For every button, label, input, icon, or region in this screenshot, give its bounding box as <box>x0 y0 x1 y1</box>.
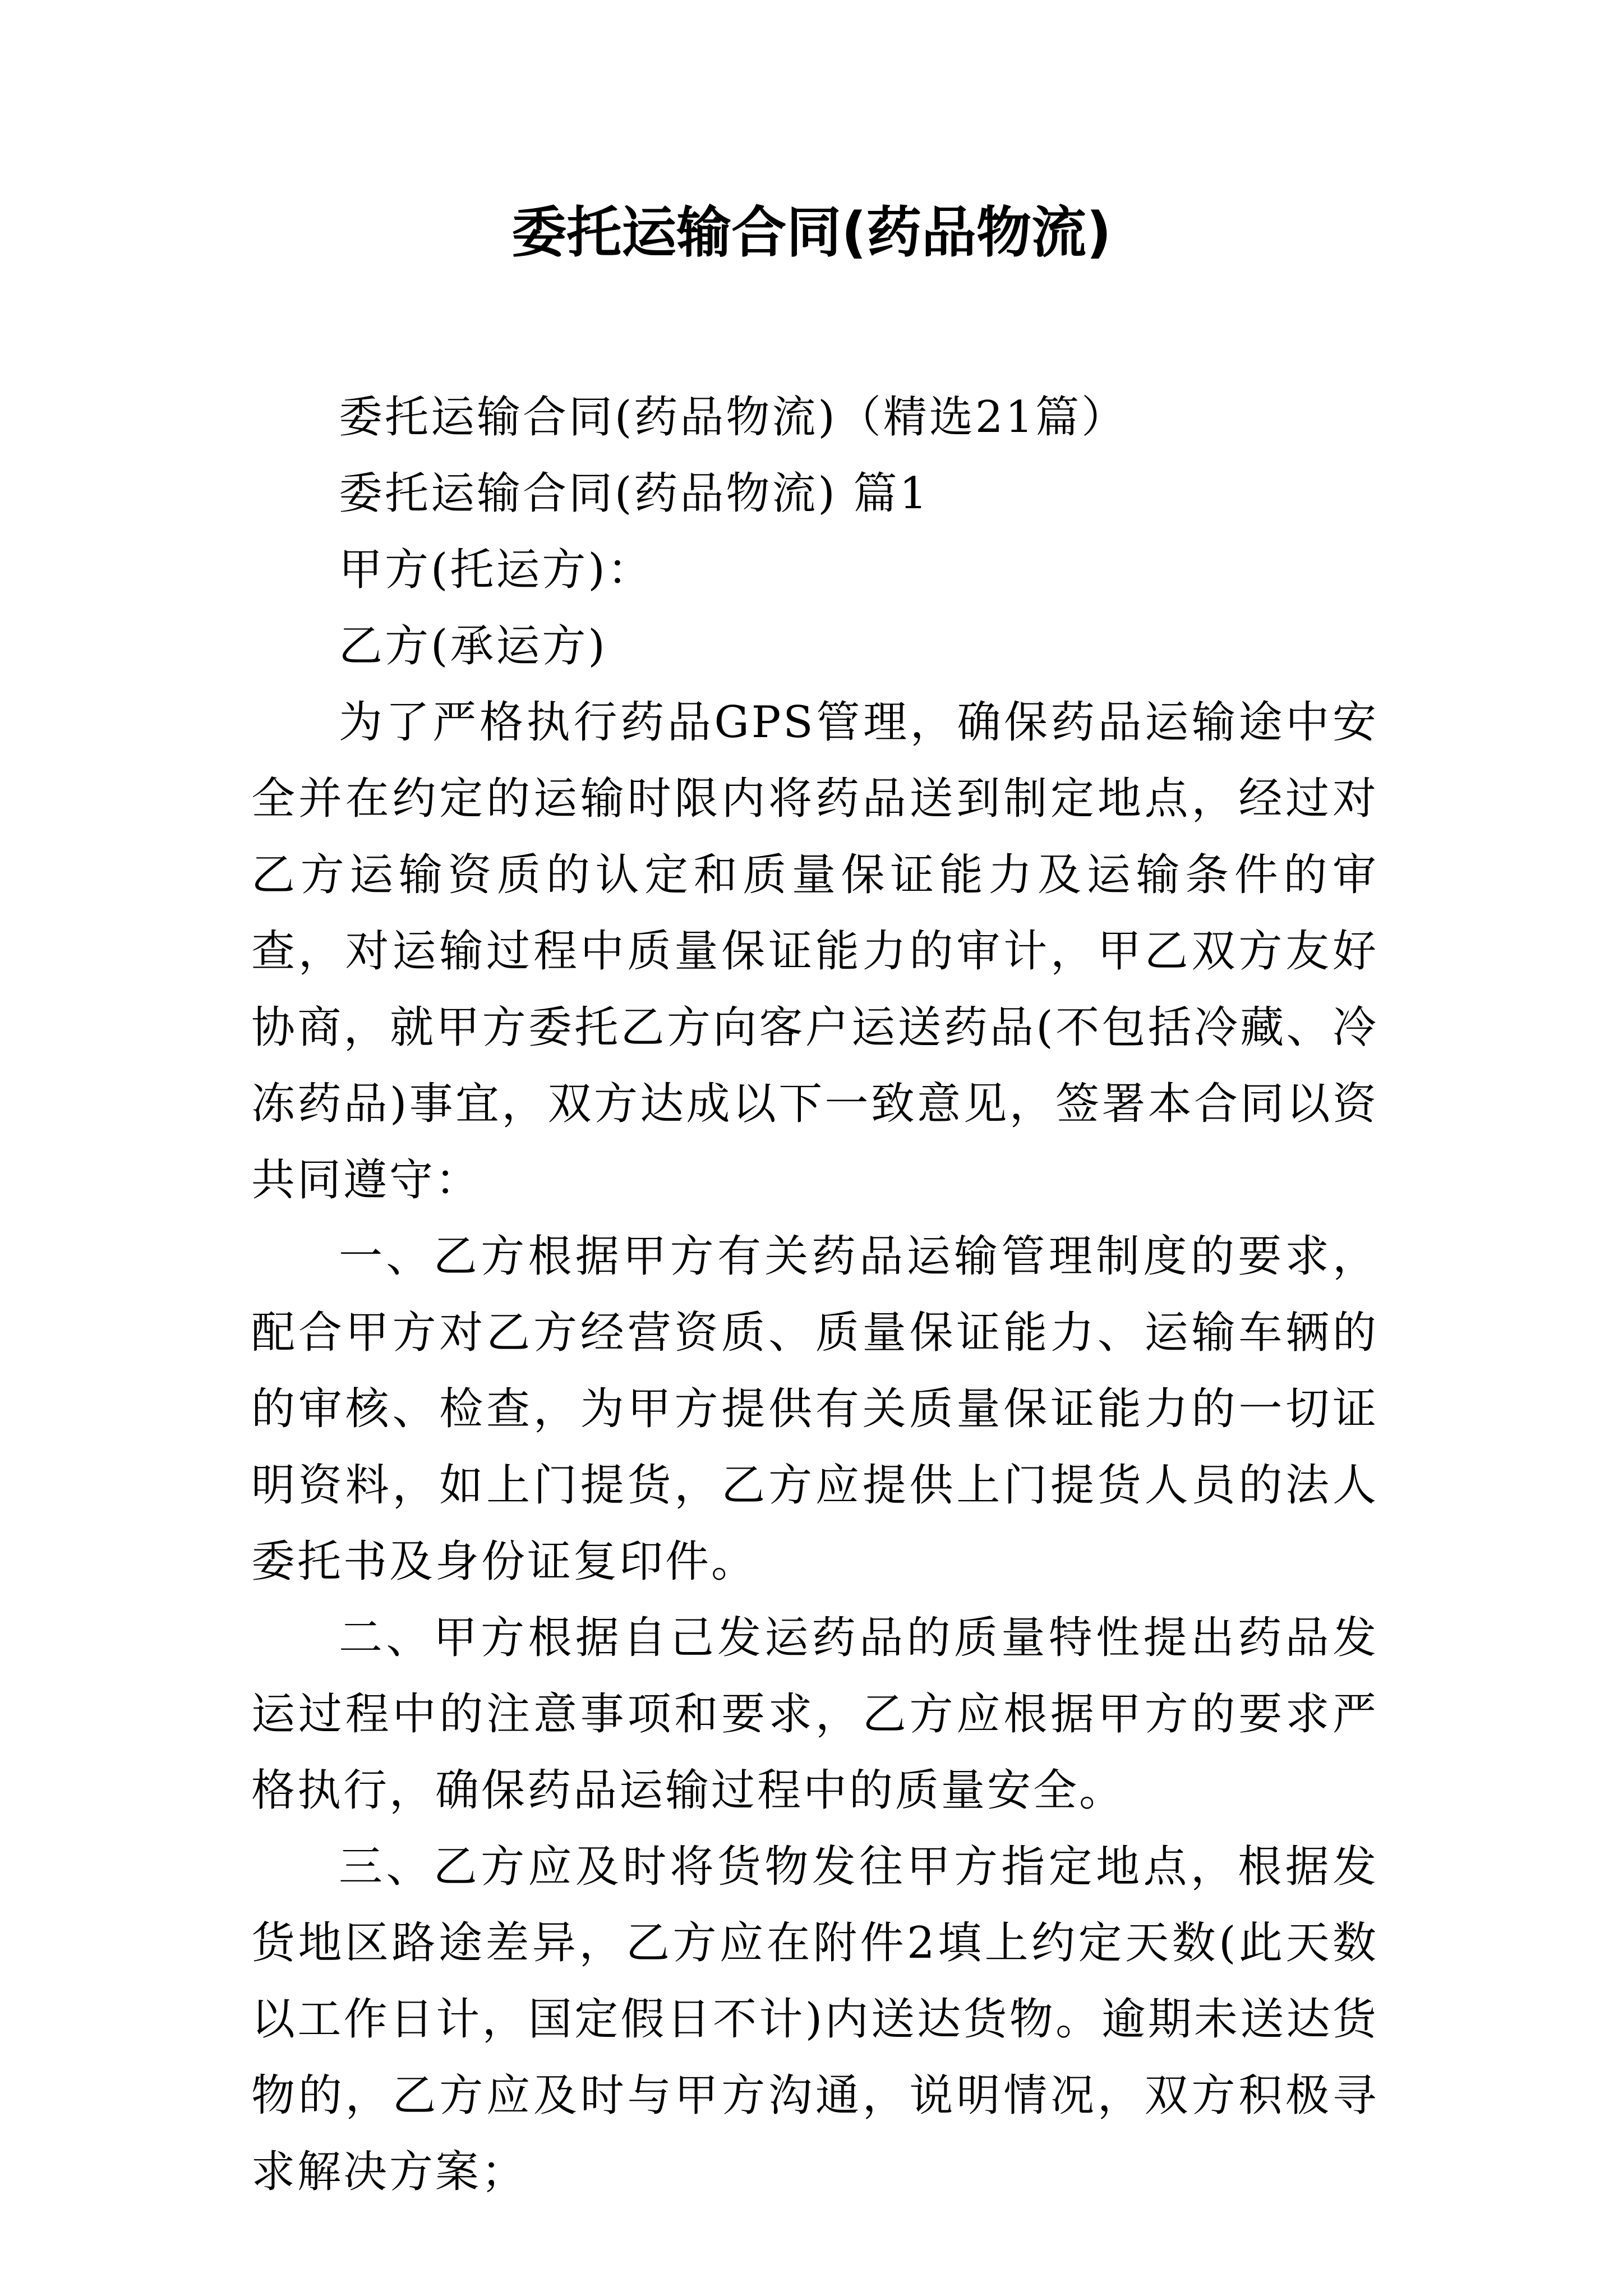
document-body <box>251 379 1378 2210</box>
paragraph-preamble: 为了严格执行药品GPS管理，确保药品运输途中安全并在约定的运输时限内将药品送到制定地点，经过对乙方运输资质的认定和质量保证能力及运输条件的审查，对运输过程中质量保证能力的审计，甲乙双方友好协商，就甲方委托乙方向客户运送药品(不包括冷藏、冷冻药品)事宜，双方达成以下一致意见，签署本合同以资共同遵守： <box>251 697 1378 1205</box>
paragraph-clause-1: 一、乙方根据甲方有关药品运输管理制度的要求，配合甲方对乙方经营资质、质量保证能力、运输车辆的的审核、检查，为甲方提供有关质量保证能力的一切证明资料，如上门提货，乙方应提供上门提货人员的法人委托书及身份证复印件。 <box>251 1231 1378 1587</box>
paragraph-clause-2: 二、甲方根据自己发运药品的质量特性提出药品发运过程中的注意事项和要求，乙方应根据甲方的要求严格执行，确保药品运输过程中的质量安全。 <box>251 1613 1378 1816</box>
paragraph-clause-3: 三、乙方应及时将货物发往甲方指定地点，根据发货地区路途差异，乙方应在附件2填上约定天数(此天数以工作日计，国定假日不计)内送达货物。逾期未送达货物的，乙方应及时与甲方沟通，说明情况，双方积极寻求解决方案； <box>251 1842 1378 2197</box>
paragraph-party-a: 甲方(托运方)： <box>339 545 653 595</box>
paragraph-subtitle: 委托运输合同(药品物流)（精选21篇） <box>339 392 1128 443</box>
paragraph-section-heading: 委托运输合同(药品物流) 篇1 <box>339 468 930 519</box>
document-title: 委托运输合同(药品物流) <box>511 201 1112 265</box>
paragraph-party-b: 乙方(承运方) <box>339 621 607 671</box>
